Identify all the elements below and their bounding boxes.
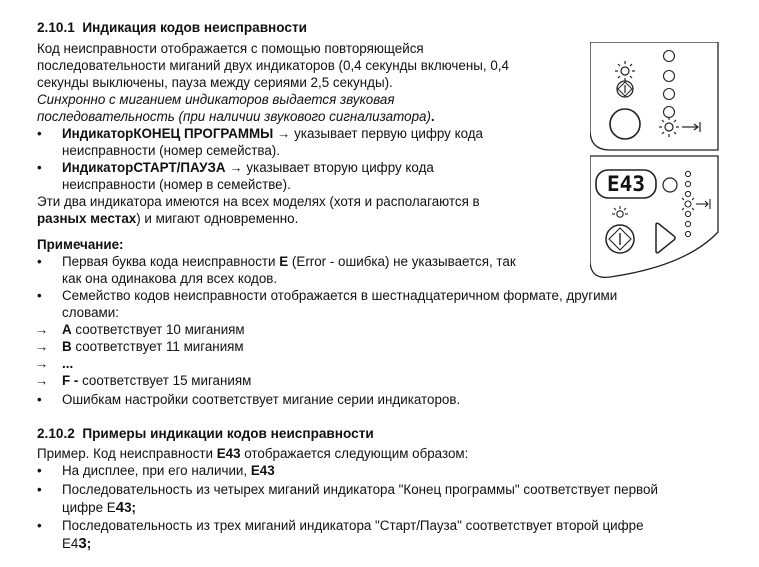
example-item-end-line-2: цифре E43; bbox=[62, 499, 136, 516]
panel-bottom bbox=[590, 156, 718, 277]
sun-indicator-icon bbox=[682, 198, 694, 210]
paragraph-intro-line-2: последовательности миганий двух индикаторов (0,4 секунды включены, 0,4 bbox=[37, 58, 509, 73]
paragraph-sound-line-2: последовательность (при наличии звукового сигнализатора). bbox=[37, 109, 435, 124]
note-item-first-letter-line-1: Первая буква кода неисправности E (Error - ошибка) не указывается, так bbox=[62, 254, 516, 269]
bullet-end-indicator-line-1: ИндикаторКОНЕЦ ПРОГРАММЫ → указывает первую цифру кода bbox=[62, 126, 483, 141]
led-icon bbox=[664, 89, 675, 100]
example-item-start-line-2: E43; bbox=[62, 535, 92, 552]
bullet-symbol: • bbox=[37, 463, 42, 478]
bullet-symbol: • bbox=[37, 254, 42, 269]
sun-indicator-icon bbox=[659, 117, 679, 137]
led-icon bbox=[664, 71, 675, 82]
control-panel-figure bbox=[590, 42, 720, 282]
arrow-symbol: → bbox=[35, 373, 49, 388]
led-icon bbox=[664, 51, 675, 62]
bullet-start-indicator-line-1: ИндикаторСТАРТ/ПАУЗА → указывает вторую цифру кода bbox=[62, 160, 434, 175]
arrow-symbol: → bbox=[35, 322, 49, 337]
led-icon bbox=[663, 178, 677, 192]
note-item-first-letter-line-2: как она одинакова для всех кодов. bbox=[62, 271, 278, 286]
example-item-display: На дисплее, при его наличии, E43 bbox=[62, 463, 275, 478]
paragraph-both-indicators-line-1: Эти два индикатора имеются на всех моделях (хотя и располагаются в bbox=[37, 194, 480, 209]
section-title-2-10-2: 2.10.2 Примеры индикации кодов неисправности bbox=[37, 426, 374, 441]
panel-top bbox=[590, 42, 718, 150]
paragraph-intro-line-1: Код неисправности отображается с помощью повторяющейся bbox=[37, 41, 424, 56]
bullet-symbol: • bbox=[37, 392, 42, 407]
play-button-icon bbox=[656, 223, 675, 253]
note-heading: Примечание: bbox=[37, 237, 124, 252]
sun-indicator-icon bbox=[612, 206, 628, 217]
paragraph-both-indicators-line-2: разных местах) и мигают одновременно. bbox=[37, 211, 299, 226]
arrow-symbol: → bbox=[35, 356, 49, 371]
sun-indicator-icon bbox=[615, 61, 635, 81]
bullet-symbol: • bbox=[37, 482, 42, 497]
example-item-end-line-1: Последовательность из четырех миганий индикатора "Конец программы" соответствует первой bbox=[62, 482, 658, 497]
bullet-symbol: • bbox=[37, 518, 42, 533]
bullet-symbol: • bbox=[37, 160, 42, 175]
arrow-to-bar-icon bbox=[682, 122, 700, 132]
paragraph-intro-line-3: секунды выключены, пауза между сериями 2,5 секунды). bbox=[37, 75, 393, 90]
hex-mapping-f: F - соответствует 15 миганиям bbox=[62, 373, 252, 388]
hex-mapping-ellipsis: ... bbox=[62, 356, 74, 371]
arrow-symbol: → bbox=[35, 339, 49, 354]
note-item-hex-line-1: Семейство кодов неисправности отображается в шестнадцатеричном формате, другими bbox=[62, 288, 618, 303]
hex-mapping-a: A соответствует 10 миганиям bbox=[62, 322, 245, 337]
led-icon bbox=[664, 107, 675, 118]
display-value: E43 bbox=[607, 172, 645, 196]
hex-mapping-b: B соответствует 11 миганиям bbox=[62, 339, 244, 354]
section-title-2-10-1: 2.10.1 Индикация кодов неисправности bbox=[37, 20, 307, 35]
bullet-symbol: • bbox=[37, 126, 42, 141]
main-button-icon bbox=[610, 109, 640, 139]
bullet-symbol: • bbox=[37, 288, 42, 303]
arrow-to-bar-icon bbox=[696, 199, 710, 209]
example-paragraph: Пример. Код неисправности E43 отображается следующим образом: bbox=[37, 446, 469, 461]
note-item-setup-errors: Ошибкам настройки соответствует мигание серии индикаторов. bbox=[62, 392, 461, 407]
note-item-hex-line-2: словами: bbox=[62, 305, 119, 320]
example-item-start-line-1: Последовательность из трех миганий индикатора "Старт/Пауза" соответствует второй цифре bbox=[62, 518, 644, 533]
bullet-start-indicator-line-2: неисправности (номер в семействе). bbox=[62, 177, 291, 192]
paragraph-sound-line-1: Синхронно с миганием индикаторов выдается звуковая bbox=[37, 92, 395, 107]
start-pause-icon bbox=[606, 225, 634, 253]
start-pause-icon bbox=[617, 81, 633, 97]
bullet-end-indicator-line-2: неисправности (номер семейства). bbox=[62, 143, 280, 158]
